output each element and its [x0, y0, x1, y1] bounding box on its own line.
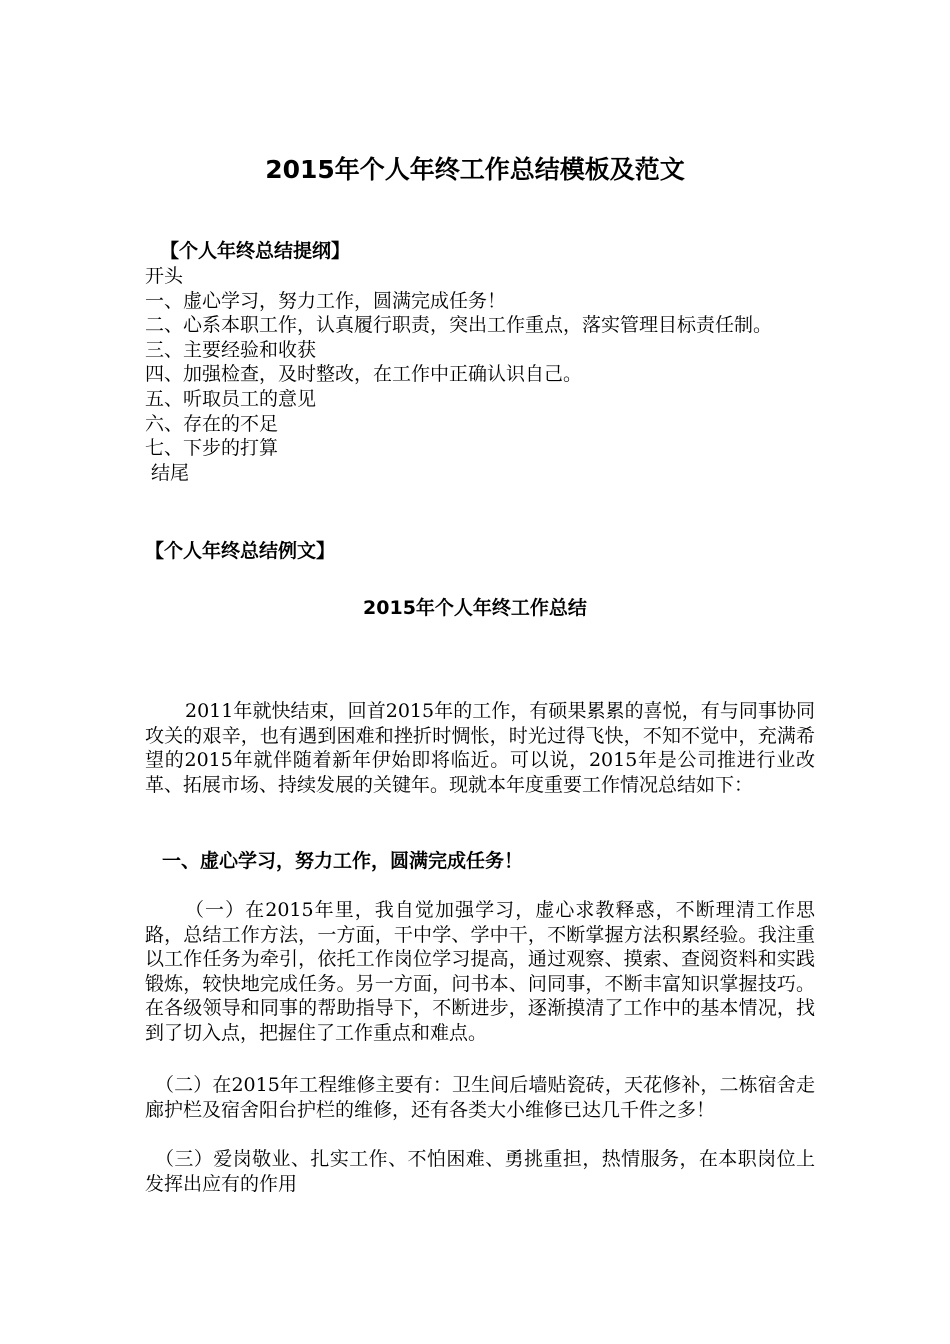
- outline-item-ending: 结尾: [151, 461, 190, 484]
- sample-title: 2015年个人年终工作总结: [363, 597, 587, 619]
- intro-paragraph: 2011年就快结束，回首2015年的工作，有硕果累累的喜悦，有与同事协同攻关的艰辛，也有遇到困难和挫折时惆怅，时光过得飞快，不知不觉中，充满希望的2015年就伴随着新年伊始即将临近。可以说，2015年是公司推进行业改革、拓展市场、持续发展的关键年。现就本年度重要工作情况总结如下：: [145, 700, 815, 796]
- paragraph-3: （三）爱岗敬业、扎实工作、不怕困难、勇挑重担，热情服务，在本职岗位上发挥出应有的作用: [145, 1148, 815, 1195]
- outline-item-7: 七、下步的打算: [145, 437, 279, 460]
- section-1-heading: 一、虚心学习，努力工作，圆满完成任务！: [162, 850, 524, 872]
- outline-item-4: 四、加强检查，及时整改，在工作中正确认识自己。: [145, 363, 583, 386]
- outline-heading: 【个人年终总结提纲】: [160, 240, 351, 262]
- outline-item-6: 六、存在的不足: [145, 412, 279, 435]
- outline-item-1: 一、虚心学习，努力工作，圆满完成任务！: [145, 289, 507, 312]
- outline-item-2: 二、心系本职工作，认真履行职责，突出工作重点，落实管理目标责任制。: [145, 314, 773, 337]
- document-title: 2015年个人年终工作总结模板及范文: [265, 155, 685, 184]
- outline-item-opening: 开头: [145, 265, 184, 287]
- paragraph-1: （一）在2015年里，我自觉加强学习，虚心求教释惑，不断理清工作思路，总结工作方法，一方面，干中学、学中干，不断掌握方法积累经验。我注重以工作任务为牵引，依托工作岗位学习提高，通过观察、摸索、查阅资料和实践锻炼，较快地完成任务。另一方面，问书本、问同事，不断丰富知识掌握技巧。在各级领导和同事的帮助指导下，不断进步，逐渐摸清了工作中的基本情况，找到了切入点，把握住了工作重点和难点。: [145, 899, 815, 1044]
- sample-heading: 【个人年终总结例文】: [145, 540, 336, 562]
- outline-item-5: 五、听取员工的意见: [145, 387, 317, 410]
- outline-list: [145, 264, 815, 485]
- paragraph-2: （二）在2015年工程维修主要有：卫生间后墙贴瓷砖，天花修补，二栋宿舍走廊护栏及宿舍阳台护栏的维修，还有各类大小维修已达几千件之多！: [145, 1074, 815, 1121]
- outline-item-3: 三、主要经验和收获: [145, 338, 317, 361]
